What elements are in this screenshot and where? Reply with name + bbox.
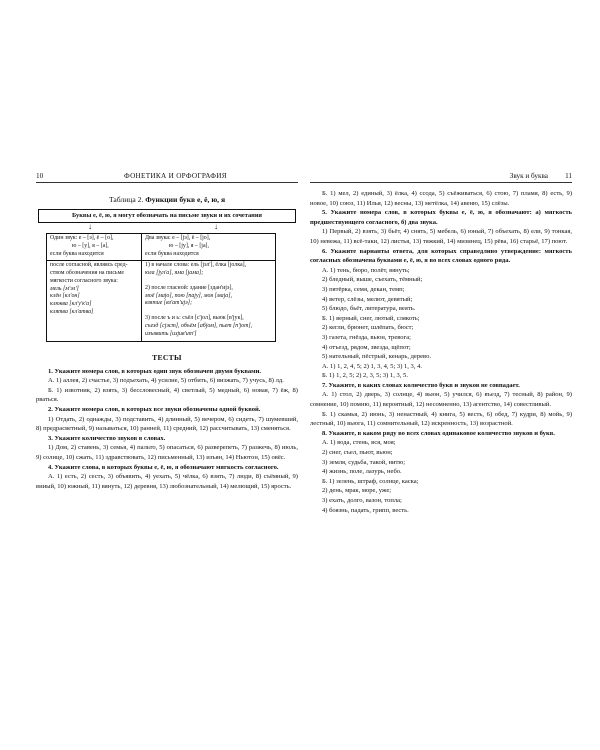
answer-paragraph: А. 1) 1, 2, 4, 5; 2) 1, 3, 4, 5; 3) 1, 3, 4. xyxy=(322,362,423,370)
col2-line: 2) после гласной: здание [здан'иjэ], xyxy=(145,284,233,291)
question-paragraph: 8. Укажите, в каком ряду во всех словах одинаковое количество звуков и букв. xyxy=(322,429,555,437)
question-paragraph: 3. Укажите количество звуков в словах. xyxy=(48,434,166,442)
col-two-sounds-head xyxy=(142,234,276,261)
answer-paragraph: 1) Отдать, 2) однажды, 3) подставить, 4) длинный, 5) вечером, 6) сидеть, 7) шумевший, 8) предрасветный, 9) называться, 10) ранней, 11) средний, 12) рассчитывать, 13) сменяться. xyxy=(36,415,298,433)
col1-line: клюква [кл'у'к'а] xyxy=(50,301,92,308)
answer-paragraph: 4) боязнь, падать, грипп, весть. xyxy=(322,506,409,514)
col2-head-line: Два звука: е – [jэ], ё – [jо], xyxy=(145,235,211,241)
answer-paragraph: Б. 1) скамья, 2) июнь, 3) ненастный, 4) книга, 5) весть, 6) обед, 7) кудри, 8) мойь, 9) лестный, 10) вьюга, 11) сомнительный, 12) искренность, 13) возрастной. xyxy=(310,410,572,428)
answer-paragraph: Б. 1) мел, 2) единый, 3) ёлка, 4) ссода, 5) съёживаться, 6) стою, 7) пламя, 8) есть, 9) новое, 10) союз, 11) Илья, 12) весны, 13) метёлка, 14) авеню, 15) слёзы. xyxy=(310,190,572,207)
question-paragraph: 2. Укажите номера слов, в которых все звуки обозначены одной буквой. xyxy=(48,405,261,413)
answer-paragraph: 1) Дом, 2) ставень, 3) семья, 4) пальто, 5) опасаться, 6) разверепеть, 7) разжечь, 8) июль, 9) солнце, 10) сжать, 11) здравствовать, 12) письменный, 13) изъян, 14) Ньютон, 15) овёс. xyxy=(36,444,298,461)
question-paragraph: 5. Укажите номера слов, в которых буквы е, ё, ю, я обозначают: а) мягкость предшествующего согласного, б) два звука. xyxy=(310,209,572,226)
col1-head-line: Один звук: е – [э], ё – [о], xyxy=(50,235,114,241)
col1-line: клён [кл'он] xyxy=(50,293,80,300)
col1-line: после согласной, являясь сред- xyxy=(50,262,128,269)
table-body-row xyxy=(47,261,276,341)
running-header xyxy=(310,172,572,183)
col-one-sound-head xyxy=(47,234,142,261)
answer-paragraph: 3) пятёрка, семя, декан, темп; xyxy=(322,285,405,293)
left-page xyxy=(36,172,298,491)
answer-paragraph: 2) кегли, брюнет, шлёпать, бюст; xyxy=(322,324,414,332)
running-header xyxy=(36,172,298,183)
col1-head-line: если буква находится xyxy=(50,250,104,257)
table-head-row xyxy=(47,234,276,261)
right-page xyxy=(310,172,572,515)
col-two-sounds-body xyxy=(142,261,276,341)
diagram-arrows xyxy=(36,223,298,233)
col1-head-line: ю – [у], я – [а], xyxy=(72,242,109,249)
col2-line: 3) после ъ и ь: съёл [с'jол], вьюк [в'jук], xyxy=(145,315,244,322)
answer-paragraph: 2) снег, съел, пьют, вьюн; xyxy=(322,449,393,457)
col2-head-line: если буква находится xyxy=(145,250,199,257)
answer-paragraph: 4) жизнь, поле, лазурь, небо. xyxy=(322,468,402,476)
answer-paragraph: А. 1) вода, стень, вся, моя; xyxy=(322,439,396,447)
table-caption xyxy=(36,195,298,204)
answer-paragraph: А. 1) тень, бюро, полёт, вянуть; xyxy=(322,266,410,274)
answer-paragraph: 5) блюдо, бьёт, литература, веять. xyxy=(322,305,416,313)
question-paragraph: 1. Укажите номера слов, в которых один звук обозначен двумя буквами. xyxy=(48,367,262,375)
col1-line: мягкости согласного звука: xyxy=(50,277,118,284)
question-paragraph: 6. Укажите варианты ответа, для которых справедливо утверждение: мягкость согласных обозначена буквами е, ё, ю, я во всех словах одного ряда. xyxy=(310,247,572,265)
col2-head-line: ю – [jу], я – [jа], xyxy=(169,242,209,249)
answer-paragraph: 4) ветер, слёзы, мелют, девятый; xyxy=(322,295,413,303)
function-box: Буквы е, ё, ю, я могут обозначать на письме звуки и их сочетания xyxy=(38,209,296,223)
tests-heading: ТЕСТЫ xyxy=(152,352,182,362)
answer-paragraph: 3) земля, судьба, такой, нитю; xyxy=(322,458,406,466)
table-caption-title: Функции букв е, ё, ю, я xyxy=(145,195,226,204)
col2-line: изъявить [изjив'ит'] xyxy=(145,330,197,337)
answer-paragraph: Б. 1) верный, снег, лютый, слякоть; xyxy=(322,314,420,322)
col2-line: взятие [вз'ат'иjэ]; xyxy=(145,300,193,307)
question-paragraph: 7. Укажите, в каких словах количество букв и звуков не совпадает. xyxy=(322,381,520,389)
answer-paragraph: 4) отъезд, рядом, звезда, щёпот; xyxy=(322,343,411,351)
col2-line: юла [jул'а], яма [jама]; xyxy=(145,270,204,277)
table-caption-prefix: Таблица 2. xyxy=(108,195,144,204)
answer-paragraph: 3) ехать, долго, вазон, топла; xyxy=(322,497,402,504)
col1-line: клятва [кл'атва] xyxy=(50,309,94,316)
answer-paragraph: А. 1) есть, 2) сесть, 3) объявить, 4) уехать, 5) чёлка, 6) взять, 7) люди, 8) съёмный, 9) вииый, 10) южный, 11) вянуть, 12) деревня, 13) любознательный, 14) мелющий, 15) ярость. xyxy=(36,473,298,490)
answer-paragraph: А. 1) аллея, 2) счастье, 3) подъехать, 4) усилие, 5) отбить, 6) визжать, 7) учусь, 8) лд. xyxy=(48,377,284,385)
answer-paragraph: 2) бледный, выше, съехать, тёмный; xyxy=(322,276,423,284)
col2-line: моё [маjо], пою [паjу], моя [маjа], xyxy=(145,292,232,299)
running-title: Звук и буква xyxy=(509,172,548,180)
col-one-sound-body xyxy=(47,261,142,341)
col1-line: мель [м'эл'] xyxy=(50,285,79,292)
answer-paragraph: 2) день, мрак, море, уже; xyxy=(322,487,392,495)
answer-paragraph: Б. 1) извотник, 2) взять, 3) бессловесный, 4) светлый, 5) медный, 6) новая, 7) ёж, 8) рваться. xyxy=(36,386,298,404)
answer-paragraph: 5) нательный, пёстрый, кенарь, дерево. xyxy=(322,353,431,361)
col2-line: 1) в начале слова: ель [jэл'], ёлка [jолка], xyxy=(145,262,247,269)
answer-paragraph: 1) Первый, 2) взять, 3) бьёт, 4) снять, 5) мебель, 6) юный, 7) объехать, 8) ели, 9) тонкая, 10) невежа, 11) всё-таки, 12) листья, 13) тяжкий, 14) мизинец, 15) рёва, 16) старьё, 17) поют. xyxy=(310,228,572,245)
answer-paragraph: Б. 1) 1, 2, 5; 2) 2, 3, 5; 3) 1, 3, 5. xyxy=(322,372,408,380)
left-body-text xyxy=(36,367,298,492)
col2-line: съезд [сjэст], объём [абjом], пьет [п'jот], xyxy=(145,323,253,330)
arrow-down-icon: ↓ xyxy=(88,222,92,231)
answer-paragraph: Б. 1) зелень, штраф, солнце, каска; xyxy=(322,477,419,485)
question-paragraph: 4. Укажите слова, в которых буквы е, ё, ю, я обозначают мягкость согласного. xyxy=(48,463,279,471)
answer-paragraph: А. 1) стол, 2) дверь, 3) солнце, 4) вьюн, 5) учился, 6) въезд, 7) тесный, 8) район, 9) сомнение, 10) помню, 11) вероятный, 12) несомненно, 13) агентство, 14) совестливый. xyxy=(310,391,572,409)
running-title: ФОНЕТИКА И ОРФОГРАФИЯ xyxy=(124,172,227,180)
arrow-down-icon: ↓ xyxy=(214,222,218,231)
col2-spacer xyxy=(145,278,272,285)
page-number: 10 xyxy=(36,172,44,180)
functions-table xyxy=(46,233,276,342)
answer-paragraph: 3) газета, гнёзда, вьюн, тревога; xyxy=(322,333,411,341)
right-body-text xyxy=(310,189,572,515)
col1-line: ством обозначения на письме xyxy=(50,270,124,277)
page-number: 11 xyxy=(565,172,572,180)
